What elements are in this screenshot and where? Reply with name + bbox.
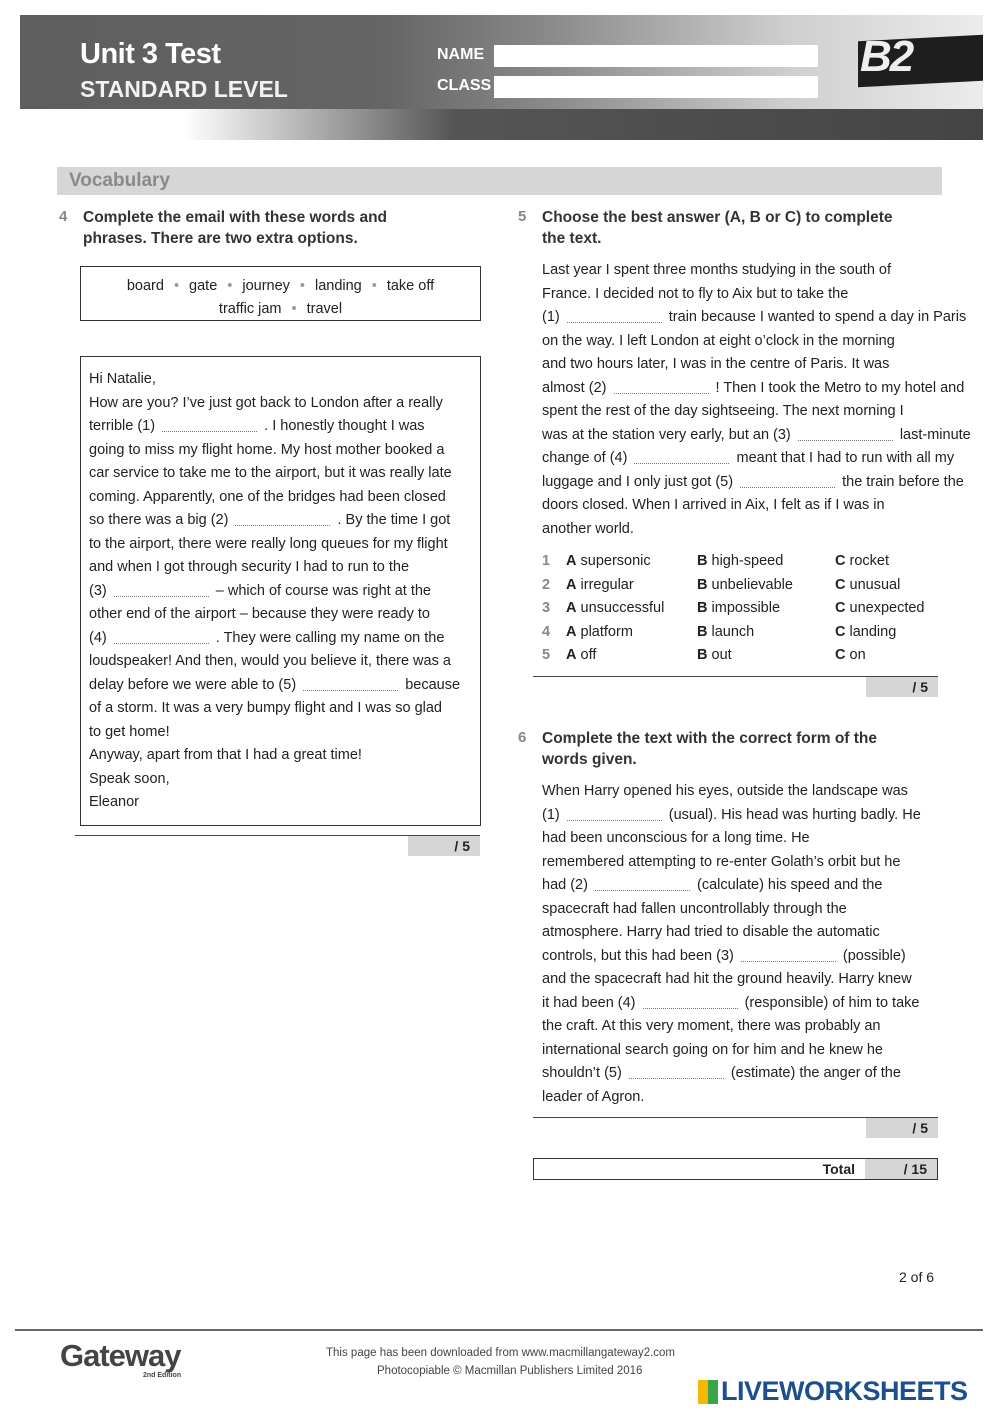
level-badge: B2 — [860, 32, 913, 81]
text-line — [89, 629, 444, 647]
text-segment: the craft. At this very moment, there was probably an — [542, 1018, 881, 1034]
text-line — [542, 782, 908, 800]
text-line — [542, 947, 906, 965]
text-segment: luggage and I only just got (5) — [542, 473, 738, 490]
option-letter: C — [835, 600, 846, 616]
text-segment: Last year I spent three months studying in the south of — [542, 262, 892, 278]
question-heading — [542, 207, 893, 249]
answer-option[interactable] — [566, 577, 634, 593]
text-line — [542, 994, 919, 1012]
answer-blank[interactable] — [114, 632, 209, 644]
header-stripe — [20, 109, 983, 140]
option-letter: B — [697, 647, 708, 663]
option-number: 5 — [542, 647, 551, 663]
text-segment: car service to take me to the airport, but it was really late — [89, 465, 452, 481]
answer-option[interactable] — [835, 600, 925, 616]
option-letter: C — [835, 623, 846, 640]
copyright-note: Photocopiable © Macmillan Publishers Limited 2016 — [377, 1365, 643, 1377]
text-line — [542, 308, 966, 326]
text-line — [89, 770, 170, 788]
option-text: irregular — [580, 576, 634, 593]
question-heading — [542, 728, 877, 770]
answer-option[interactable] — [566, 600, 664, 616]
text-line — [542, 355, 889, 373]
heading-line: Complete the text with the correct form of the — [542, 730, 878, 747]
text-segment: . I honestly thought I was — [260, 418, 425, 434]
option-text: unsuccessful — [580, 600, 665, 616]
option-letter: C — [835, 576, 846, 593]
text-segment: Eleanor — [89, 794, 139, 810]
text-line — [89, 676, 460, 694]
text-line — [89, 746, 362, 764]
text-segment: (responsible) of him to take — [740, 994, 920, 1011]
text-line — [542, 449, 954, 467]
text-segment: and two hours later, I was in the centre of Paris. It was — [542, 356, 890, 372]
option-letter: A — [566, 623, 577, 640]
text-segment: controls, but this had been (3) — [542, 947, 738, 964]
answer-option[interactable] — [835, 553, 889, 569]
option-letter: C — [835, 553, 846, 569]
text-line — [542, 806, 921, 824]
option-letter: B — [697, 576, 708, 593]
answer-option[interactable] — [835, 577, 900, 593]
text-segment: spent the rest of the day sightseeing. The next morning I — [542, 403, 904, 419]
text-segment: to the airport, there were really long queues for my flight — [89, 535, 448, 552]
option-text: on — [849, 647, 866, 663]
text-segment: shouldn’t (5) — [542, 1065, 626, 1081]
text-line — [89, 417, 425, 435]
text-line — [89, 652, 451, 670]
word-box — [80, 266, 481, 321]
answer-blank[interactable] — [740, 476, 835, 488]
gateway-logo: Gateway — [60, 1338, 181, 1373]
text-segment: spacecraft had fallen uncontrollably through the — [542, 900, 847, 917]
text-line — [542, 876, 882, 894]
text-line — [542, 473, 964, 491]
answer-option[interactable] — [835, 624, 896, 640]
option-letter: A — [566, 600, 577, 616]
word-option: landing — [314, 278, 362, 294]
text-segment: (calculate) his speed and the — [692, 877, 883, 893]
question-number: 4 — [59, 208, 68, 225]
answer-option[interactable] — [697, 553, 783, 569]
word-option: travel — [306, 301, 343, 317]
text-line — [542, 853, 900, 871]
text-segment: (estimate) the anger of the — [726, 1065, 901, 1081]
option-number: 4 — [542, 623, 551, 640]
bullet-separator: • — [299, 278, 305, 294]
text-segment: the train before the — [838, 473, 964, 490]
text-line — [542, 829, 810, 847]
text-line — [542, 520, 634, 538]
text-segment: (usual). His head was hurting badly. He — [664, 806, 921, 823]
option-letter: A — [566, 553, 577, 569]
name-field[interactable] — [494, 45, 818, 67]
text-line — [542, 1064, 901, 1082]
question-heading — [83, 207, 387, 249]
text-segment: and when I got through security I had to run to the — [89, 559, 410, 575]
text-segment: almost (2) — [542, 379, 611, 396]
text-segment: because — [401, 676, 461, 693]
total-box — [533, 1158, 938, 1180]
text-line — [89, 535, 448, 553]
answer-option[interactable] — [697, 600, 780, 616]
text-segment: – which of course was right at the — [211, 582, 431, 599]
text-segment: loudspeaker! And then, would you believe it, there was a — [89, 653, 451, 669]
option-number: 2 — [542, 576, 551, 593]
text-line — [542, 900, 847, 918]
text-segment: remembered attempting to re-enter Golath’s orbit but he — [542, 853, 901, 870]
text-segment: Hi Natalie, — [89, 371, 156, 387]
text-line — [89, 511, 450, 529]
text-line — [89, 699, 442, 717]
answer-blank[interactable] — [567, 809, 662, 821]
text-segment: going to miss my flight home. My host mother booked a — [89, 441, 445, 458]
text-segment: last-minute — [895, 426, 971, 443]
answer-option[interactable] — [697, 624, 754, 640]
word-option: traffic jam — [218, 301, 282, 317]
text-segment: When Harry opened his eyes, outside the landscape was — [542, 783, 908, 799]
text-line — [542, 285, 848, 303]
class-field[interactable] — [494, 76, 818, 98]
text-segment: had (2) — [542, 877, 592, 893]
test-title: Unit 3 Test — [80, 38, 221, 70]
heading-line: the text. — [542, 230, 602, 247]
text-segment: (1) — [542, 309, 564, 325]
text-line — [542, 1017, 881, 1035]
answer-blank[interactable] — [614, 382, 709, 394]
question-number: 6 — [518, 729, 527, 746]
text-line — [89, 605, 430, 623]
text-segment: on the way. I left London at eight o’clock in the morning — [542, 332, 895, 349]
text-line — [542, 332, 895, 350]
text-line — [542, 1041, 883, 1059]
name-label: NAME — [437, 46, 485, 63]
option-letter: B — [697, 553, 708, 569]
edition-label: 2nd Edition — [143, 1372, 182, 1379]
text-segment: and the spacecraft had hit the ground heavily. Harry knew — [542, 971, 912, 987]
text-segment: another world. — [542, 520, 634, 537]
text-line — [542, 1088, 644, 1106]
heading-line: Choose the best answer (A, B or C) to complete — [542, 209, 893, 226]
option-letter: A — [566, 647, 577, 663]
text-line — [89, 582, 431, 600]
option-text: unusual — [849, 576, 901, 593]
class-label: CLASS — [437, 77, 492, 94]
text-line — [89, 441, 444, 459]
option-text: unexpected — [849, 600, 925, 616]
option-text: impossible — [711, 600, 781, 616]
test-level: STANDARD LEVEL — [80, 76, 288, 102]
bullet-separator: • — [291, 301, 297, 317]
answer-blank[interactable] — [235, 514, 330, 526]
option-letter: B — [697, 623, 708, 640]
text-line — [89, 394, 443, 412]
text-line — [542, 379, 964, 397]
answer-option[interactable] — [697, 647, 732, 663]
option-text: landing — [849, 623, 897, 640]
text-line — [89, 793, 139, 811]
answer-option[interactable] — [697, 577, 793, 593]
text-line — [542, 426, 971, 444]
text-segment: . They were calling my name on the — [211, 629, 445, 646]
heading-line: phrases. There are two extra options. — [83, 230, 358, 247]
text-segment: doors closed. When I arrived in Aix, I felt as if I was in — [542, 497, 885, 513]
text-segment: other end of the airport – because they were ready to — [89, 606, 430, 622]
page-number: 2 of 6 — [899, 1269, 935, 1285]
text-segment: meant that I had to run with all my — [732, 450, 955, 466]
heading-line: Complete the email with these words and — [83, 209, 388, 226]
email-box — [80, 356, 481, 826]
text-segment: of a storm. It was a very bumpy flight and I was so glad — [89, 700, 442, 716]
text-segment: coming. Apparently, one of the bridges had been closed — [89, 488, 446, 505]
answer-blank[interactable] — [162, 420, 257, 432]
answer-option[interactable] — [566, 624, 633, 640]
text-segment: atmosphere. Harry had tried to disable the automatic — [542, 924, 880, 940]
text-line — [542, 402, 904, 420]
liveworksheets-icon — [698, 1380, 718, 1404]
text-segment: it had been (4) — [542, 994, 640, 1011]
option-text: unbelievable — [711, 576, 793, 593]
text-segment: ! Then I took the Metro to my hotel and — [711, 379, 965, 396]
text-segment: so there was a big (2) — [89, 512, 233, 528]
option-number: 1 — [542, 553, 551, 569]
text-line — [542, 970, 912, 988]
answer-blank[interactable] — [567, 311, 662, 323]
download-note: This page has been downloaded from www.macmillangateway2.com — [326, 1347, 676, 1359]
option-number: 3 — [542, 600, 551, 616]
option-text: off — [580, 647, 597, 663]
text-line — [89, 370, 156, 388]
text-line — [542, 923, 880, 941]
answer-blank[interactable] — [595, 879, 690, 891]
answer-blank[interactable] — [114, 585, 209, 597]
text-line — [89, 558, 409, 576]
text-segment: was at the station very early, but an (3) — [542, 426, 795, 443]
answer-blank[interactable] — [303, 679, 398, 691]
option-text: rocket — [849, 553, 890, 569]
text-line — [89, 464, 452, 482]
text-segment: Anyway, apart from that I had a great time! — [89, 747, 362, 763]
total-score: / 15 — [865, 1159, 937, 1179]
text-segment: Speak soon, — [89, 770, 170, 787]
text-segment: France. I decided not to fly to Aix but to take the — [542, 285, 849, 302]
text-segment: international search going on for him and he knew he — [542, 1041, 883, 1058]
score-box: / 5 — [866, 677, 938, 697]
answer-blank[interactable] — [798, 429, 893, 441]
section-title: Vocabulary — [57, 167, 942, 195]
answer-option[interactable] — [566, 647, 596, 663]
bullet-separator: • — [173, 278, 180, 294]
answer-blank[interactable] — [634, 452, 729, 464]
word-option: board — [126, 278, 164, 294]
text-line — [89, 488, 446, 506]
total-label: Total — [822, 1161, 855, 1177]
text-segment: delay before we were able to (5) — [89, 676, 301, 693]
bullet-separator: • — [227, 278, 233, 294]
text-segment: (possible) — [838, 947, 906, 964]
answer-blank[interactable] — [741, 950, 836, 962]
text-segment: (1) — [542, 806, 564, 823]
liveworksheets-logo[interactable]: LIVEWORKSHEETS — [721, 1376, 968, 1406]
text-segment: (3) — [89, 582, 111, 599]
option-text: supersonic — [580, 553, 651, 569]
text-line — [542, 496, 885, 514]
heading-line: words given. — [542, 751, 637, 768]
text-segment: change of (4) — [542, 450, 632, 466]
score-box: / 5 — [408, 836, 480, 856]
text-line — [89, 723, 170, 741]
text-segment: leader of Agron. — [542, 1088, 645, 1105]
word-option: gate — [189, 278, 218, 294]
option-text: launch — [711, 623, 755, 640]
text-segment: train because I wanted to spend a day in Paris — [664, 309, 967, 325]
text-segment: to get home! — [89, 723, 170, 740]
bullet-separator: • — [371, 278, 377, 294]
option-text: out — [711, 647, 732, 663]
question-number: 5 — [518, 208, 527, 225]
option-letter: B — [697, 600, 708, 616]
score-box: / 5 — [866, 1118, 938, 1138]
option-text: platform — [580, 623, 633, 640]
text-segment: terrible (1) — [89, 418, 160, 434]
text-segment: (4) — [89, 629, 111, 646]
text-line — [542, 261, 891, 279]
option-text: high-speed — [711, 553, 784, 569]
text-segment: had been unconscious for a long time. He — [542, 830, 810, 846]
text-segment: How are you? I’ve just got back to London after a really — [89, 394, 443, 411]
word-option: take off — [386, 278, 435, 294]
answer-option[interactable] — [566, 553, 651, 569]
option-letter: C — [835, 647, 846, 663]
answer-blank[interactable] — [629, 1067, 724, 1079]
option-letter: A — [566, 576, 577, 593]
answer-option[interactable] — [835, 647, 866, 663]
word-option: journey — [242, 278, 290, 294]
text-segment: . By the time I got — [333, 512, 451, 528]
answer-blank[interactable] — [643, 997, 738, 1009]
